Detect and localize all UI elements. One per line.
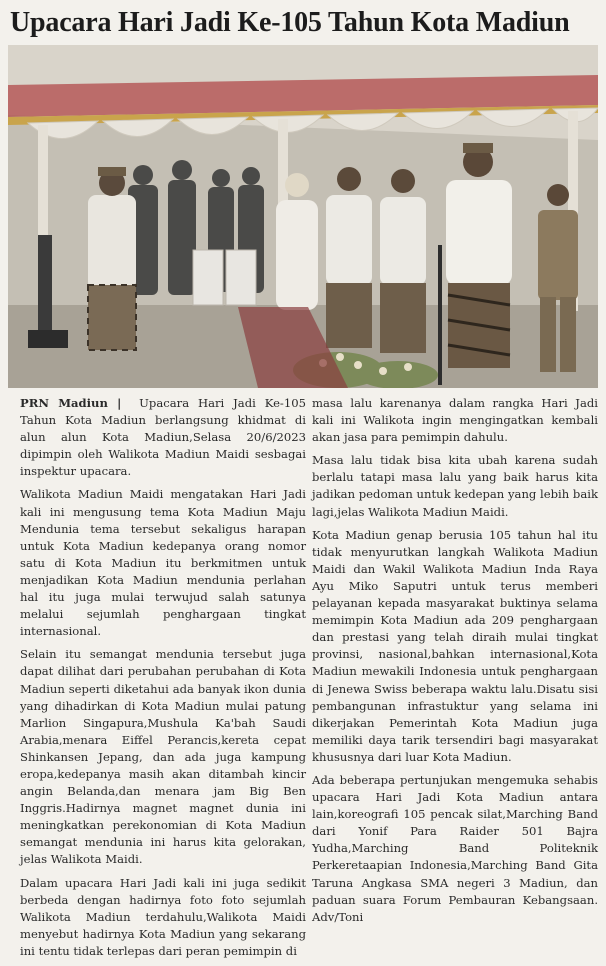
paragraph: Kota Madiun genap berusia 105 tahun hal itu tidak menyurutkan langkah Walikota Madiun Maidi dan Wakil Walikota Madiun Inda Raya Ayu Miko Saputri untuk terus memberi pelayanan kepada masyarakat buktinya selama memimpin Kota Madiun ada 209 penghargaan dan prestasi yang telah diraih mulai tingkat provinsi, nasional,bahkan internasional,Kota Madiun mewakili Indonesia untuk penghargaan di Jenewa Swiss beberapa waktu lalu.Disatu sisi pembangunan infrastuktur yang selama ini dikerjakan Pemerintah Kota Madiun juga memiliki daya tarik tersendiri bagi masyarakat khususnya dari luar Kota Madiun. [312, 527, 598, 764]
paragraph: masa lalu karenanya dalam rangka Hari Jadi kali ini Walikota ingin mengingatkan kembali akan jasa para pemimpin dahulu. [312, 396, 598, 445]
paragraph: Ada beberapa pertunjukan mengemuka sehabis upacara Hari Jadi Kota Madiun antara lain,koreografi 105 pencak silat,Marching Band dari Yonif Para Raider 501 Bajra Yudha,Marching Band Politeknik Perkeretaapian Indonesia,Marching Band Gita Taruna Angkasa SMA negeri 3 Madiun, dan paduan suara Forum Pembauran Kebangsaan. Adv/Toni [312, 772, 598, 924]
paragraph: Dalam upacara Hari Jadi kali ini juga sedikit berbeda dengan hadirnya foto foto sejumlah Walikota Madiun terdahulu,Walikota Maidi menyebut hadirnya Kota Madiun yang sekarang ini tentu tidak terlepas dari peran pemimpin di [20, 875, 306, 958]
paragraph-text: Upacara Hari Jadi Ke-105 Tahun Kota Madiun berlangsung khidmat di alun alun Kota Madiun,Selasa 20/6/2023 dipimpin oleh Walikota Madiun Maidi sesbagai inspektur upacara. [20, 396, 306, 479]
paragraph: Selain itu semangat mendunia tersebut juga dapat dilihat dari perubahan perubahan di Kota Madiun seperti diketahui ada banyak ikon dunia yang dihadirkan di Kota Madiun mulai patung Marlion Singapura,Mushula Ka'bah Saudi Arabia,menara Eiffel Perancis,kereta cepat Shinkansen Jepang, dan ada juga kampung eropa,kedepanya masih akan ditambah kincir angin Belanda,dan menara jam Big Ben Inggris.Hadirnya magnet magnet dunia ini meningkatkan perekonomian di Kota Madiun semangat mendunia ini harus kita gelorakan, jelas Walikota Maidi. [20, 647, 306, 867]
paragraph: Masa lalu tidak bisa kita ubah karena sudah berlalu tatapi masa lalu yang baik harus kita jadikan pedoman untuk kedepan yang lebih baik lagi,jelas Walikota Madiun Maidi. [312, 453, 598, 519]
paragraph [20, 395, 306, 480]
dateline: PRN Madiun | [20, 396, 122, 410]
article-column-right [312, 395, 598, 932]
paragraph: Walikota Madiun Maidi mengatakan Hari Jadi kali ini mengusung tema Kota Madiun Maju Mendunia tema tersebut sekaligus harapan untuk Kota Madiun kedepanya orang nomor satu di Kota Madiun itu berkmitmen untuk menjadikan Kota Madiun mendunia perlahan hal itu juga mulai terwujud salah satunya melalui sejumlah penghargaan tingkat internasional. [20, 487, 306, 639]
headline: Upacara Hari Jadi Ke-105 Tahun Kota Madiun [10, 7, 570, 38]
ceremony-photo [8, 45, 598, 388]
article-column-left [20, 395, 306, 966]
